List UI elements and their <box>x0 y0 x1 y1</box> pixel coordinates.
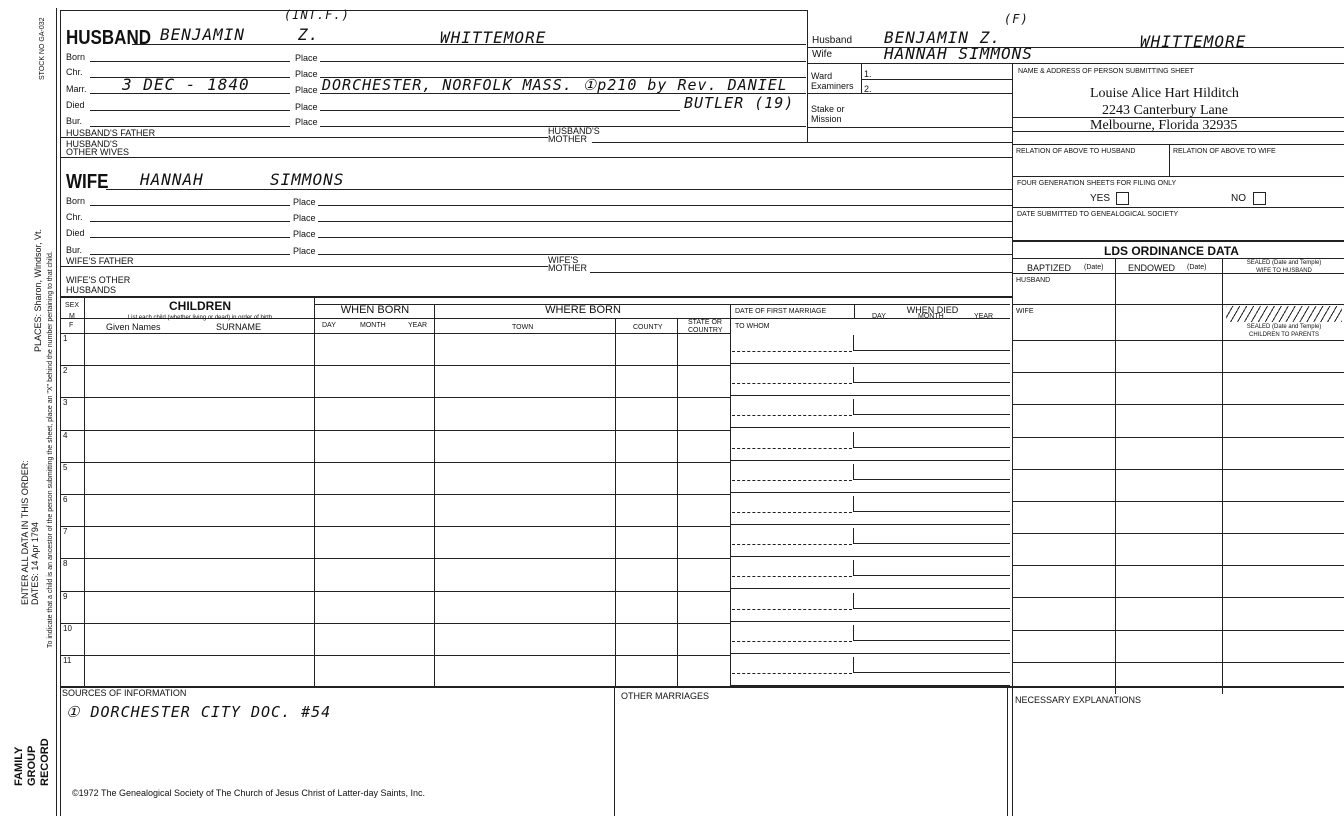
children-subtitle: List each child (whether living or dead) in order of birth <box>127 315 273 321</box>
sex-m: M <box>69 313 75 320</box>
child-marriage-dash <box>732 448 852 449</box>
child-row-number: 8 <box>63 559 68 568</box>
child-row-number: 5 <box>63 463 68 472</box>
child-marriage-line <box>730 427 1010 428</box>
enter-data-dates: DATES: 14 Apr 1794 <box>30 522 40 605</box>
sealed-wife-label-2: WIFE TO HUSBAND <box>1256 268 1312 274</box>
husband-born-place-label: Place <box>295 53 318 63</box>
children-header-mid <box>314 304 1010 305</box>
stock-number: STOCK NO GA-032 <box>39 17 46 80</box>
to-whom-label: TO WHOM <box>735 323 770 330</box>
child-marriage-line <box>730 524 1010 525</box>
wife-chr-place-line <box>318 221 1012 222</box>
col-state <box>730 304 731 686</box>
examiners-divider <box>861 63 862 93</box>
when-born-month: MONTH <box>360 322 386 329</box>
wife-mother-label-2: MOTHER <box>548 263 587 273</box>
examiner-2: 2. <box>864 84 872 94</box>
first-marriage-dash <box>732 318 852 319</box>
lds-wife-row: WIFE <box>1016 308 1034 315</box>
lds-row-line <box>1012 437 1344 438</box>
form-title-record: RECORD <box>39 738 51 786</box>
right-husband-surname: WHITTEMORE <box>1140 32 1247 51</box>
lds-row-line <box>1012 565 1344 566</box>
sealed-hatch <box>1226 306 1342 322</box>
child-marriage-dash <box>732 673 852 674</box>
right-husband-name: BENJAMIN Z. <box>884 28 1001 47</box>
explanations-divider <box>1007 686 1008 816</box>
when-died-month: MONTH <box>918 313 944 320</box>
state-label-2: COUNTRY <box>688 327 723 334</box>
husband-other-wives-1: HUSBAND'S <box>66 139 118 149</box>
wife-born-place-line <box>318 205 1012 206</box>
husband-surname: WHITTEMORE <box>440 28 547 47</box>
child-row-line <box>60 591 730 592</box>
child-row-number: 9 <box>63 592 68 601</box>
right-husband-label: Husband <box>812 35 853 46</box>
necessary-explanations-label: NECESSARY EXPLANATIONS <box>1015 695 1142 705</box>
right-wife-line <box>807 63 1344 64</box>
wife-died-label: Died <box>66 228 85 238</box>
lds-row-line <box>1012 404 1344 405</box>
lds-header-line <box>1012 273 1344 274</box>
wife-father-line <box>60 266 548 267</box>
stake-label-1: Stake or <box>811 104 845 114</box>
top-border <box>60 10 808 11</box>
examiner-1-line <box>861 79 1012 80</box>
child-died-box <box>853 399 1010 415</box>
given-names-label: Given Names <box>106 322 161 332</box>
child-row-line <box>60 397 730 398</box>
child-marriage-dash <box>732 415 852 416</box>
lds-husband-line <box>1012 304 1344 305</box>
child-row-number: 6 <box>63 495 68 504</box>
husband-other-wives-2: OTHER WIVES <box>66 147 130 157</box>
child-marriage-line <box>730 363 1010 364</box>
husband-initial: Z. <box>298 25 320 44</box>
wife-died-place-line <box>318 237 1012 238</box>
husband-mother-label-2: MOTHER <box>548 134 587 144</box>
baptized-label: BAPTIZED <box>1027 263 1072 273</box>
when-died-day: DAY <box>872 313 886 320</box>
husband-born-line <box>90 61 290 62</box>
wife-chr-place-label: Place <box>293 213 316 223</box>
child-row-line <box>60 365 730 366</box>
child-marriage-line <box>730 460 1010 461</box>
other-marriages-label: OTHER MARRIAGES <box>621 691 710 701</box>
stake-label-2: Mission <box>811 114 842 124</box>
husband-bur-line <box>90 126 290 127</box>
child-marriage-line <box>730 621 1010 622</box>
sex-label: SEX <box>65 302 80 309</box>
child-marriage-line <box>730 588 1010 589</box>
sources-label: SOURCES OF INFORMATION <box>62 688 187 698</box>
town-label: TOWN <box>512 324 534 331</box>
yes-checkbox[interactable] <box>1116 192 1129 205</box>
examiner-2-line <box>807 93 1012 94</box>
yes-label: YES <box>1090 193 1111 204</box>
sources-text: ① DORCHESTER CITY DOC. #54 <box>66 703 332 721</box>
relation-top-line <box>1012 144 1344 145</box>
col-county <box>677 318 678 686</box>
husband-heading: HUSBAND <box>66 27 151 49</box>
child-marriage-line <box>730 556 1010 557</box>
husband-born-place-line <box>320 61 806 62</box>
when-died-year: YEAR <box>974 313 994 320</box>
lds-title-line <box>1012 258 1344 259</box>
col-town <box>615 318 616 686</box>
form-title-group: GROUP <box>26 745 38 786</box>
surname-label: SURNAME <box>216 322 262 332</box>
lds-row-line <box>1012 597 1344 598</box>
lds-col-2 <box>1222 258 1223 694</box>
first-marriage-label: DATE OF FIRST MARRIAGE <box>735 308 827 315</box>
wife-died-line <box>90 237 290 238</box>
children-title: CHILDREN <box>169 299 231 313</box>
child-row-number: 4 <box>63 431 68 440</box>
col-sex <box>84 296 85 686</box>
wife-born-line <box>90 205 290 206</box>
child-died-box <box>853 625 1010 641</box>
other-marriages-divider <box>614 686 615 816</box>
endowed-date-label: (Date) <box>1187 264 1207 271</box>
submitter-label: NAME & ADDRESS OF PERSON SUBMITTING SHEET <box>1018 68 1194 75</box>
baptized-date-label: (Date) <box>1084 264 1104 271</box>
child-marriage-dash <box>732 480 852 481</box>
child-died-box <box>853 432 1010 448</box>
endowed-label: ENDOWED <box>1128 263 1175 273</box>
husband-chr-label: Chr. <box>66 67 83 77</box>
submitter-street: 2243 Canterbury Lane <box>1102 103 1228 118</box>
husband-father-line <box>60 137 548 138</box>
child-died-box <box>853 367 1010 383</box>
husband-marr-place-cont: BUTLER (19) <box>684 94 795 112</box>
wife-bur-line <box>90 254 290 255</box>
child-died-box <box>853 335 1010 351</box>
lds-top-line <box>1012 240 1344 242</box>
lds-title: LDS ORDINANCE DATA <box>1104 244 1239 258</box>
child-died-box <box>853 496 1010 512</box>
lds-row-line <box>1012 662 1344 663</box>
child-row-line <box>60 558 730 559</box>
husband-marr-place: DORCHESTER, NORFOLK MASS. ①p210 by Rev. DANIEL <box>322 76 788 94</box>
enter-data-order: ENTER ALL DATA IN THIS ORDER: <box>20 460 30 605</box>
lds-row-line <box>1012 469 1344 470</box>
husband-died-line <box>90 110 290 111</box>
submitter-city-line <box>1012 131 1344 132</box>
child-row-number: 2 <box>63 366 68 375</box>
child-marriage-line <box>730 492 1010 493</box>
wife-name-line <box>106 189 1012 190</box>
col-died-header <box>854 304 855 318</box>
husband-died-place-line <box>320 110 680 111</box>
husband-marr-place-label: Place <box>295 85 318 95</box>
wife-mother-line <box>590 272 1012 273</box>
child-died-box <box>853 464 1010 480</box>
child-row-line <box>60 526 730 527</box>
when-died-label: WHEN DIED <box>906 305 959 315</box>
state-label-1: STATE OR <box>688 319 722 326</box>
when-born-day: DAY <box>322 322 336 329</box>
wife-heading: WIFE <box>66 171 109 193</box>
child-row-line <box>60 623 730 624</box>
no-checkbox[interactable] <box>1253 192 1266 205</box>
husband-born-label: Born <box>66 52 86 62</box>
wife-bur-place-line <box>318 254 1012 255</box>
husband-mother-label-1: HUSBAND'S <box>548 126 600 136</box>
child-row-number: 10 <box>63 624 72 633</box>
lds-col-1 <box>1115 258 1116 694</box>
wife-born-place-label: Place <box>293 197 316 207</box>
child-row-line <box>60 655 730 656</box>
sex-f: F <box>69 322 74 329</box>
relation-bottom-line <box>1012 176 1344 177</box>
copyright-text: ©1972 The Genealogical Society of The Church of Jesus Christ of Latter-day Saints, Inc. <box>72 788 425 798</box>
lds-row-line <box>1012 372 1344 373</box>
husband-chr-place-label: Place <box>295 69 318 79</box>
child-marriage-dash <box>732 544 852 545</box>
wife-died-place-label: Place <box>293 229 316 239</box>
child-row-number: 1 <box>63 334 68 343</box>
child-marriage-line <box>730 653 1010 654</box>
relation-husband-label: RELATION OF ABOVE TO HUSBAND <box>1016 148 1136 155</box>
right-husband-note: (F) <box>1004 12 1029 26</box>
sealed-wife-label-1: SEALED (Date and Temple) <box>1246 260 1322 266</box>
husband-marr-label: Marr. <box>66 84 87 94</box>
wife-block-bottom <box>60 296 1012 298</box>
child-died-box <box>853 560 1010 576</box>
husband-marr-date: 3 DEC - 1840 <box>122 75 250 94</box>
places-note: PLACES: Sharon, Windsor, Vt. <box>33 228 43 352</box>
four-gen-line <box>1012 207 1344 208</box>
child-marriage-dash <box>732 512 852 513</box>
wife-other-husbands-2: HUSBANDS <box>66 285 117 295</box>
wife-chr-label: Chr. <box>66 212 83 222</box>
right-info-divider <box>807 10 808 142</box>
child-marriage-dash <box>732 383 852 384</box>
child-row-line <box>60 430 730 431</box>
child-row-line <box>60 462 730 463</box>
relation-wife-label: RELATION OF ABOVE TO WIFE <box>1173 148 1276 155</box>
right-wife-name: HANNAH SIMMONS <box>884 44 1033 63</box>
submitter-city: Melbourne, Florida 32935 <box>1090 118 1238 133</box>
col-name <box>314 296 315 686</box>
right-wife-label: Wife <box>812 49 832 60</box>
wife-mother-label-1: WIFE'S <box>548 255 579 265</box>
ward-label: Ward <box>811 71 833 81</box>
husband-mother-line <box>592 142 1012 143</box>
four-gen-label: FOUR GENERATION SHEETS FOR FILING ONLY <box>1017 180 1177 187</box>
child-died-box <box>853 528 1010 544</box>
bottom-section-top <box>60 686 1344 688</box>
child-died-box <box>853 593 1010 609</box>
left-margin-line <box>56 8 57 816</box>
form-title-family: FAMILY <box>13 746 25 786</box>
child-marriage-dash <box>732 576 852 577</box>
wife-father-label: WIFE'S FATHER <box>66 256 134 266</box>
ancestor-note: To indicate that a child is an ancestor of the person submitting the sheet, place an "X" behind the number pertaining to that child. <box>47 251 54 648</box>
child-marriage-dash <box>732 609 852 610</box>
child-row-number: 7 <box>63 527 68 536</box>
when-born-year: YEAR <box>408 322 428 329</box>
child-died-box <box>853 657 1010 673</box>
husband-died-place-label: Place <box>295 102 318 112</box>
sealed-children-label-2: CHILDREN TO PARENTS <box>1248 332 1319 338</box>
lds-row-line <box>1012 501 1344 502</box>
child-marriage-line <box>730 395 1010 396</box>
form-left-border <box>60 10 61 816</box>
stake-line <box>807 127 1012 128</box>
husband-given-name: BENJAMIN <box>160 25 246 44</box>
wife-born-label: Born <box>66 196 86 206</box>
lds-husband-row: HUSBAND <box>1016 277 1051 284</box>
examiners-label: Examiners <box>811 81 854 91</box>
child-marriage-dash <box>732 641 852 642</box>
lds-row-line <box>1012 340 1344 341</box>
lds-row-line <box>1012 630 1344 631</box>
husband-other-wives-line <box>60 157 1012 158</box>
child-marriage-dash <box>732 351 852 352</box>
wife-bur-place-label: Place <box>293 246 316 256</box>
child-row-line <box>60 333 730 334</box>
husband-note: (INT.F.) <box>284 8 350 22</box>
sealed-children-label-1: SEALED (Date and Temple) <box>1246 324 1322 330</box>
wife-given-name: HANNAH <box>140 170 204 189</box>
husband-father-label: HUSBAND'S FATHER <box>66 128 156 138</box>
submitter-name: Louise Alice Hart Hilditch <box>1090 86 1239 101</box>
lds-row-line <box>1012 533 1344 534</box>
husband-bur-label: Bur. <box>66 116 83 126</box>
county-label: COUNTY <box>633 324 663 331</box>
when-born-label: WHEN BORN <box>340 304 410 316</box>
relation-divider <box>1169 144 1170 176</box>
husband-bur-place-label: Place <box>295 117 318 127</box>
wife-bur-label: Bur. <box>66 245 83 255</box>
wife-chr-line <box>90 221 290 222</box>
wife-surname: SIMMONS <box>270 170 345 189</box>
where-born-label: WHERE BORN <box>545 304 621 316</box>
wife-other-husbands-1: WIFE'S OTHER <box>66 275 131 285</box>
child-row-line <box>60 494 730 495</box>
child-row-number: 3 <box>63 398 68 407</box>
husband-died-label: Died <box>66 100 85 110</box>
no-label: NO <box>1231 193 1246 204</box>
child-row-number: 11 <box>63 656 72 665</box>
col-when-born <box>434 304 435 686</box>
examiner-1: 1. <box>864 69 872 79</box>
date-submitted-label: DATE SUBMITTED TO GENEALOGICAL SOCIETY <box>1017 211 1179 218</box>
